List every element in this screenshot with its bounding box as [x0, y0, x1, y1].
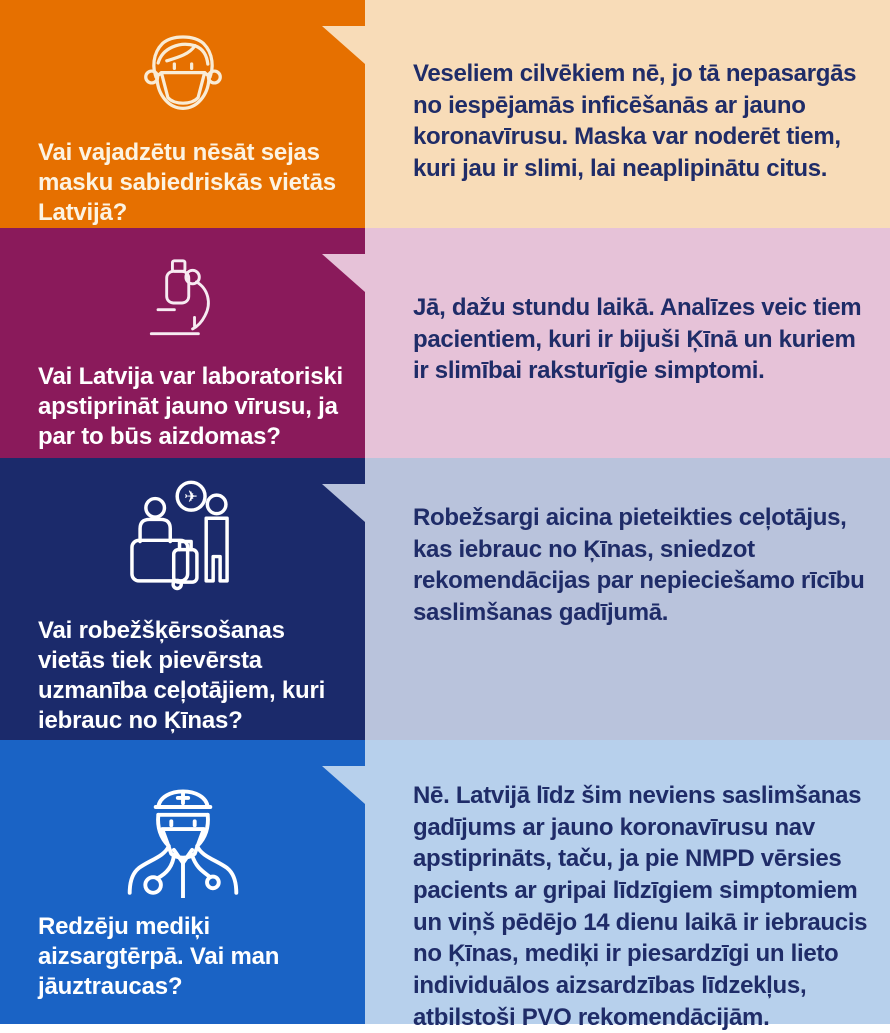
qa-row-border [0, 458, 890, 740]
answer-panel [365, 228, 890, 458]
question-text: Redzēju mediķi aizsargtērpā. Vai man jāuztraucas? [38, 913, 280, 1000]
question-panel [0, 0, 365, 228]
border-control-icon [110, 478, 256, 598]
qa-row-laboratory [0, 228, 890, 458]
answer-text: Jā, dažu stundu laikā. Analīzes veic tiem pacientiem, kuri ir bijuši Ķīnā un kuriem ir slimībai raksturīgie simptomi. [413, 294, 862, 385]
doctor-icon [115, 765, 251, 900]
question-text: Vai Latvija var laboratoriski apstiprināt jauno vīrusu, ja par to būs aizdomas? [38, 363, 344, 450]
question-panel [0, 458, 365, 740]
qa-row-medic [0, 740, 890, 1031]
answer-text: Nē. Latvijā līdz šim neviens saslimšanas gadījums ar jauno koronavīrusu nav apstiprināts, taču, ja pie NMPD vērsies pacients ar gripai līdzīgiem simptomiem un viņš pēdējo 14 dienu laikā ir iebraucis no Ķīnas, mediķi ir piesardzīgi un lieto individuālos aizsardzības līdzekļus, atbilstoši PVO rekomendācijām. [413, 782, 868, 1031]
face-mask-icon [125, 22, 241, 132]
microscope-icon [131, 254, 235, 352]
answer-text: Veseliem cilvēkiem nē, jo tā nepasargās no iespējamās inficēšanās ar jauno koronavīrusu. Maska var noderēt tiem, kuri jau ir slimi, lai neaplipinātu citus. [413, 60, 857, 183]
answer-panel [365, 740, 890, 1031]
question-text: Vai robežšķērsošanas vietās tiek pievērsta uzmanība ceļotājiem, kuri iebrauc no Ķīnas? [38, 617, 326, 734]
answer-panel [365, 0, 890, 228]
question-panel [0, 740, 365, 1024]
svg-text:✈: ✈ [183, 487, 198, 507]
question-text: Vai vajadzētu nēsāt sejas masku sabiedriskās vietās Latvijā? [38, 139, 336, 226]
question-panel [0, 228, 365, 458]
answer-text: Robežsargi aicina pieteikties ceļotājus, kas iebrauc no Ķīnas, sniedzot rekomendācijas par nepieciešamo rīcību saslimšanas gadījumā. [413, 504, 865, 627]
qa-row-mask [0, 0, 890, 228]
answer-panel [365, 458, 890, 740]
